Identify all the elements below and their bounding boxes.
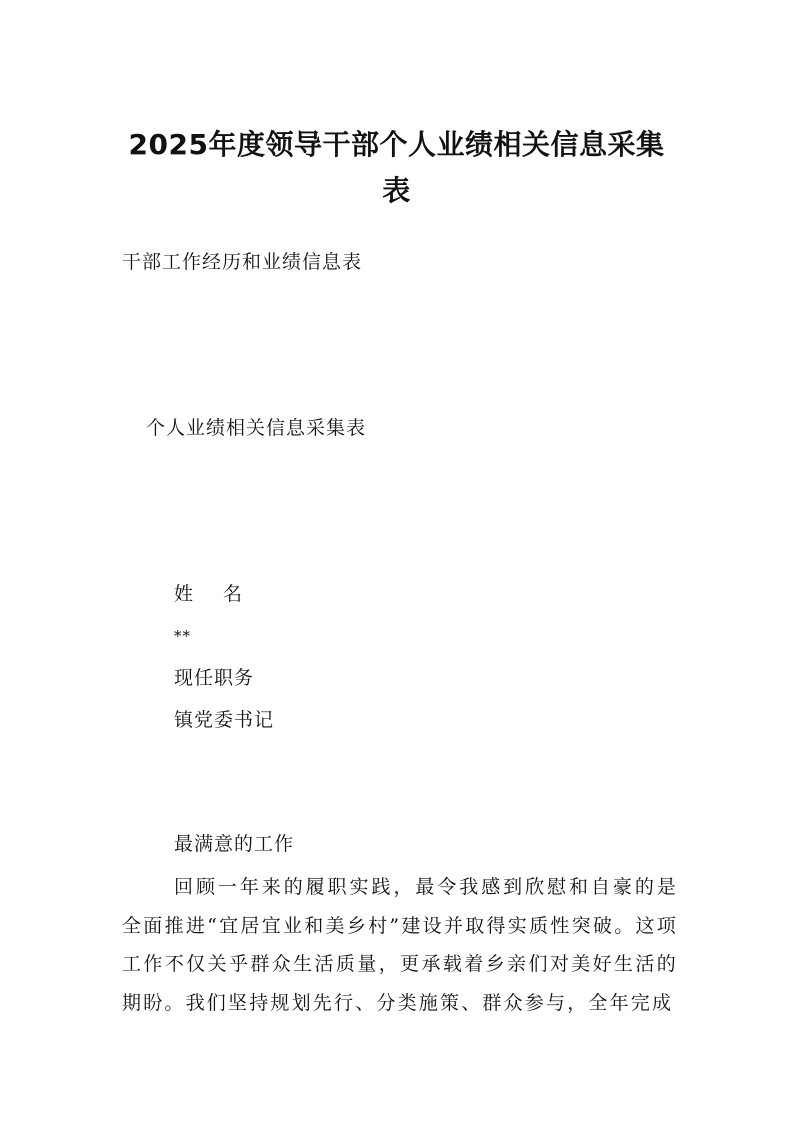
body-paragraph: 回顾一年来的履职实践，最令我感到欣慰和自豪的是全面推进“宜居宜业和美乡村”建设并取得实质性突破。这项工作不仅关乎群众生活质量，更承载着乡亲们对美好生活的期盼。我们坚持规划先行、分类施策、群众参与，全年完成: [122, 876, 678, 1014]
name-value: **: [174, 627, 191, 645]
form-title: 个人业绩相关信息采集表: [146, 417, 367, 439]
section-title: 最满意的工作: [174, 833, 295, 855]
document-title: 2025年度领导干部个人业绩相关信息采集表: [128, 128, 665, 207]
name-label: 姓 名: [174, 583, 255, 605]
document-subtitle: 干部工作经历和业绩信息表: [122, 251, 363, 273]
position-value: 镇党委书记: [174, 709, 275, 731]
position-label: 现任职务: [174, 667, 255, 689]
